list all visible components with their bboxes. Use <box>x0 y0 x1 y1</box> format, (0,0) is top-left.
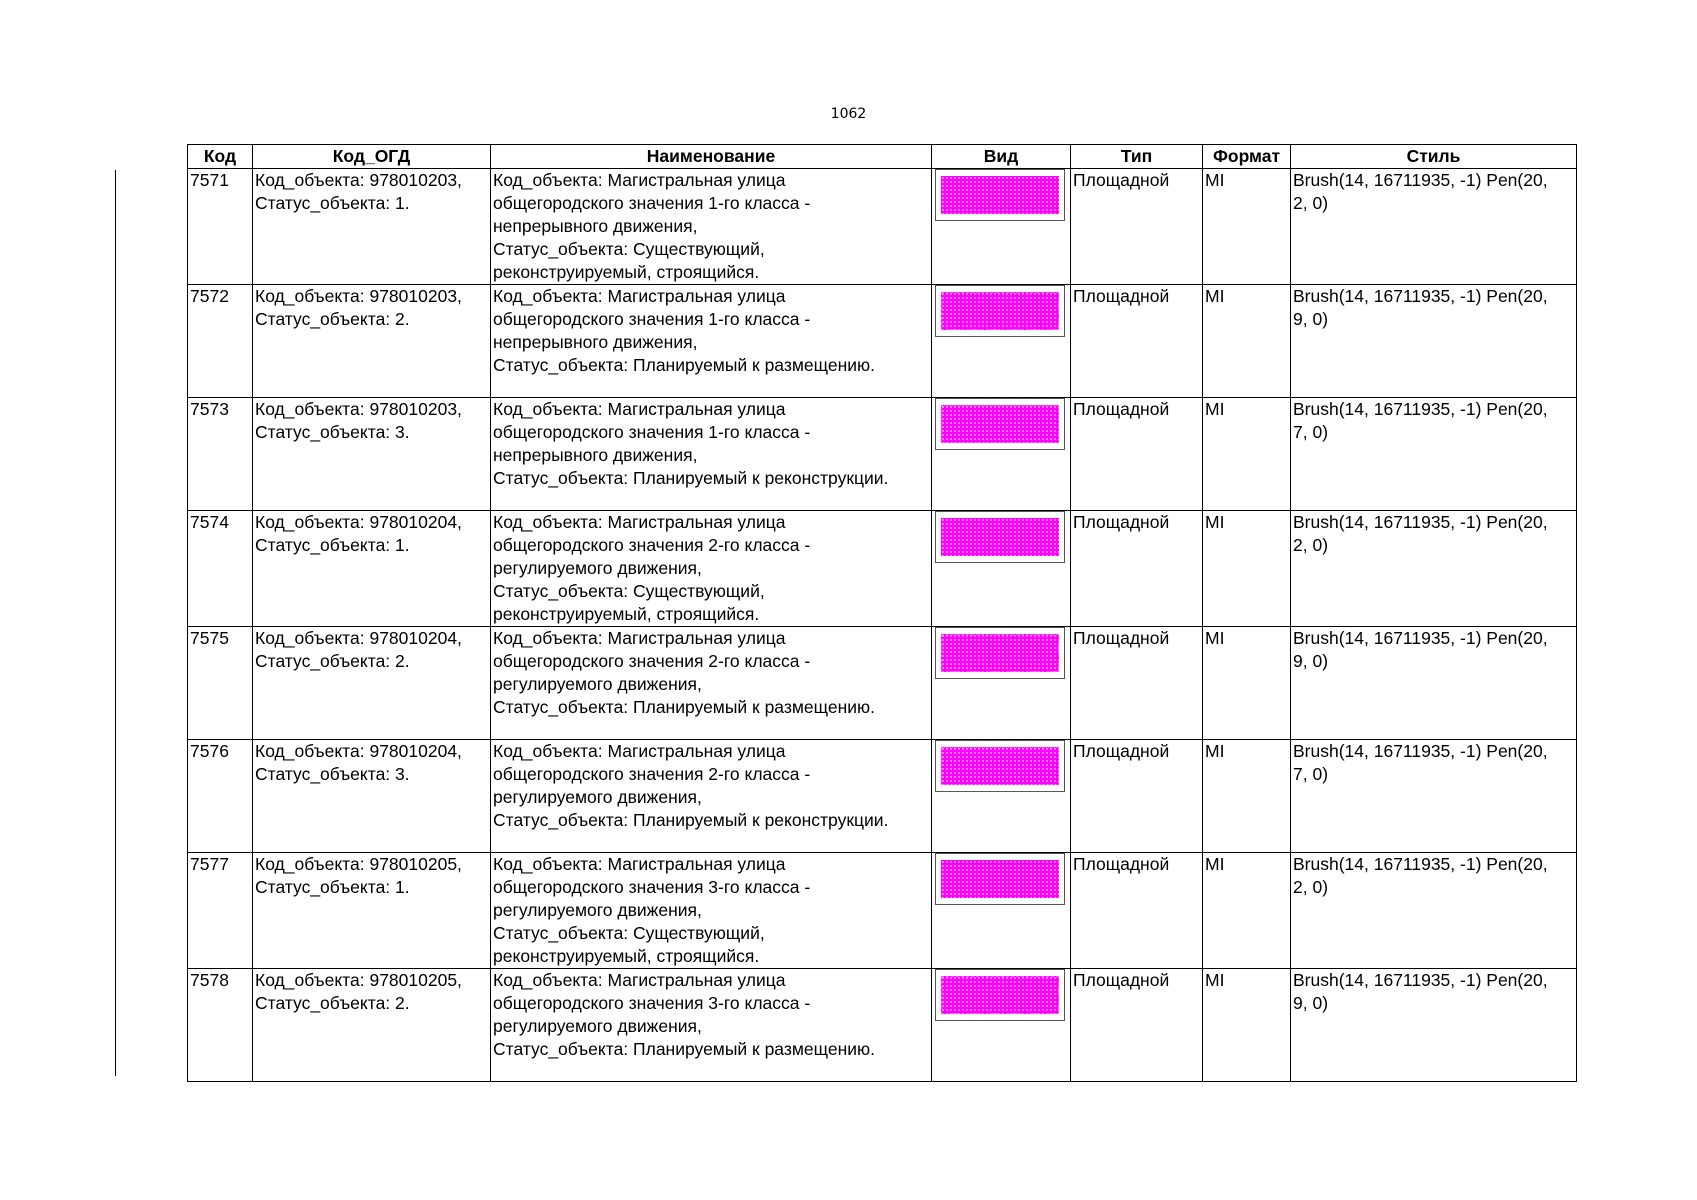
header-name: Наименование <box>491 145 932 169</box>
fill-swatch <box>941 405 1059 443</box>
fill-swatch-frame <box>935 627 1065 679</box>
cell-format: MI <box>1203 969 1291 1082</box>
fill-swatch <box>941 860 1059 898</box>
cell-format: MI <box>1203 511 1291 627</box>
cell-view <box>932 627 1071 740</box>
fill-swatch <box>941 292 1059 330</box>
cell-type: Площадной <box>1071 740 1203 853</box>
cell-name: Код_объекта: Магистральная улица общегородского значения 2-го класса - регулируемого движения, Статус_объекта: Планируемый к размещению. <box>491 627 932 740</box>
table-header-row <box>188 145 1577 169</box>
cell-view <box>932 285 1071 398</box>
cell-code: 7572 <box>188 285 253 398</box>
cell-code: 7576 <box>188 740 253 853</box>
fill-swatch <box>941 176 1059 214</box>
cell-type: Площадной <box>1071 169 1203 285</box>
cell-style: Brush(14, 16711935, -1) Pen(20, 9, 0) <box>1291 969 1577 1082</box>
cell-view <box>932 169 1071 285</box>
header-type: Тип <box>1071 145 1203 169</box>
cell-style: Brush(14, 16711935, -1) Pen(20, 7, 0) <box>1291 740 1577 853</box>
cell-type: Площадной <box>1071 627 1203 740</box>
cell-ogd: Код_объекта: 978010204, Статус_объекта: 2. <box>253 627 491 740</box>
cell-name: Код_объекта: Магистральная улица общегородского значения 3-го класса - регулируемого движения, Статус_объекта: Планируемый к размещению. <box>491 969 932 1082</box>
table-row <box>188 627 1577 740</box>
fill-swatch-frame <box>935 853 1065 905</box>
cell-format: MI <box>1203 627 1291 740</box>
cell-style: Brush(14, 16711935, -1) Pen(20, 2, 0) <box>1291 511 1577 627</box>
fill-swatch-frame <box>935 511 1065 563</box>
cell-style: Brush(14, 16711935, -1) Pen(20, 7, 0) <box>1291 398 1577 511</box>
header-code: Код <box>188 145 253 169</box>
cell-name: Код_объекта: Магистральная улица общегородского значения 3-го класса - регулируемого движения, Статус_объекта: Существующий, реконструируемый, строящийся. <box>491 853 932 969</box>
fill-swatch <box>941 518 1059 556</box>
cell-type: Площадной <box>1071 511 1203 627</box>
cell-name: Код_объекта: Магистральная улица общегородского значения 2-го класса - регулируемого движения, Статус_объекта: Существующий, реконструируемый, строящийся. <box>491 511 932 627</box>
cell-ogd: Код_объекта: 978010203, Статус_объекта: 2. <box>253 285 491 398</box>
table-row <box>188 398 1577 511</box>
header-style: Стиль <box>1291 145 1577 169</box>
cell-format: MI <box>1203 169 1291 285</box>
table-row <box>188 169 1577 285</box>
cell-name: Код_объекта: Магистральная улица общегородского значения 1-го класса - непрерывного движения, Статус_объекта: Планируемый к реконструкции. <box>491 398 932 511</box>
cell-view <box>932 398 1071 511</box>
cell-ogd: Код_объекта: 978010205, Статус_объекта: 1. <box>253 853 491 969</box>
fill-swatch-frame <box>935 740 1065 792</box>
cell-style: Brush(14, 16711935, -1) Pen(20, 2, 0) <box>1291 853 1577 969</box>
cell-code: 7573 <box>188 398 253 511</box>
cell-style: Brush(14, 16711935, -1) Pen(20, 9, 0) <box>1291 285 1577 398</box>
cell-ogd: Код_объекта: 978010204, Статус_объекта: 1. <box>253 511 491 627</box>
cell-style: Brush(14, 16711935, -1) Pen(20, 9, 0) <box>1291 627 1577 740</box>
table-row <box>188 285 1577 398</box>
cell-ogd: Код_объекта: 978010204, Статус_объекта: 3. <box>253 740 491 853</box>
cell-format: MI <box>1203 285 1291 398</box>
cell-type: Площадной <box>1071 398 1203 511</box>
fill-swatch <box>941 634 1059 672</box>
fill-swatch-frame <box>935 285 1065 337</box>
cell-view <box>932 511 1071 627</box>
fill-swatch-frame <box>935 398 1065 450</box>
fill-swatch <box>941 747 1059 785</box>
cell-ogd: Код_объекта: 978010203, Статус_объекта: 1. <box>253 169 491 285</box>
cell-type: Площадной <box>1071 853 1203 969</box>
cell-name: Код_объекта: Магистральная улица общегородского значения 2-го класса - регулируемого движения, Статус_объекта: Планируемый к реконструкции. <box>491 740 932 853</box>
cell-format: MI <box>1203 740 1291 853</box>
cell-style: Brush(14, 16711935, -1) Pen(20, 2, 0) <box>1291 169 1577 285</box>
cell-ogd: Код_объекта: 978010205, Статус_объекта: 2. <box>253 969 491 1082</box>
cell-code: 7577 <box>188 853 253 969</box>
cell-name: Код_объекта: Магистральная улица общегородского значения 1-го класса - непрерывного движения, Статус_объекта: Существующий, реконструируемый, строящийся. <box>491 169 932 285</box>
fill-swatch-frame <box>935 969 1065 1021</box>
cell-type: Площадной <box>1071 969 1203 1082</box>
fill-swatch-frame <box>935 169 1065 221</box>
header-view: Вид <box>932 145 1071 169</box>
table-row <box>188 511 1577 627</box>
fill-swatch <box>941 976 1059 1014</box>
cell-code: 7578 <box>188 969 253 1082</box>
cell-code: 7574 <box>188 511 253 627</box>
cell-format: MI <box>1203 853 1291 969</box>
cell-name: Код_объекта: Магистральная улица общегородского значения 1-го класса - непрерывного движения, Статус_объекта: Планируемый к размещению. <box>491 285 932 398</box>
table-row <box>188 853 1577 969</box>
header-ogd: Код_ОГД <box>253 145 491 169</box>
cell-ogd: Код_объекта: 978010203, Статус_объекта: 3. <box>253 398 491 511</box>
cell-type: Площадной <box>1071 285 1203 398</box>
legend-table <box>187 144 1577 1082</box>
cell-view <box>932 740 1071 853</box>
table-row <box>188 969 1577 1082</box>
page-number: 1062 <box>830 106 867 122</box>
cell-format: MI <box>1203 398 1291 511</box>
margin-line <box>115 170 116 1076</box>
cell-code: 7571 <box>188 169 253 285</box>
table-row <box>188 740 1577 853</box>
cell-view <box>932 853 1071 969</box>
header-format: Формат <box>1203 145 1291 169</box>
cell-view <box>932 969 1071 1082</box>
cell-code: 7575 <box>188 627 253 740</box>
